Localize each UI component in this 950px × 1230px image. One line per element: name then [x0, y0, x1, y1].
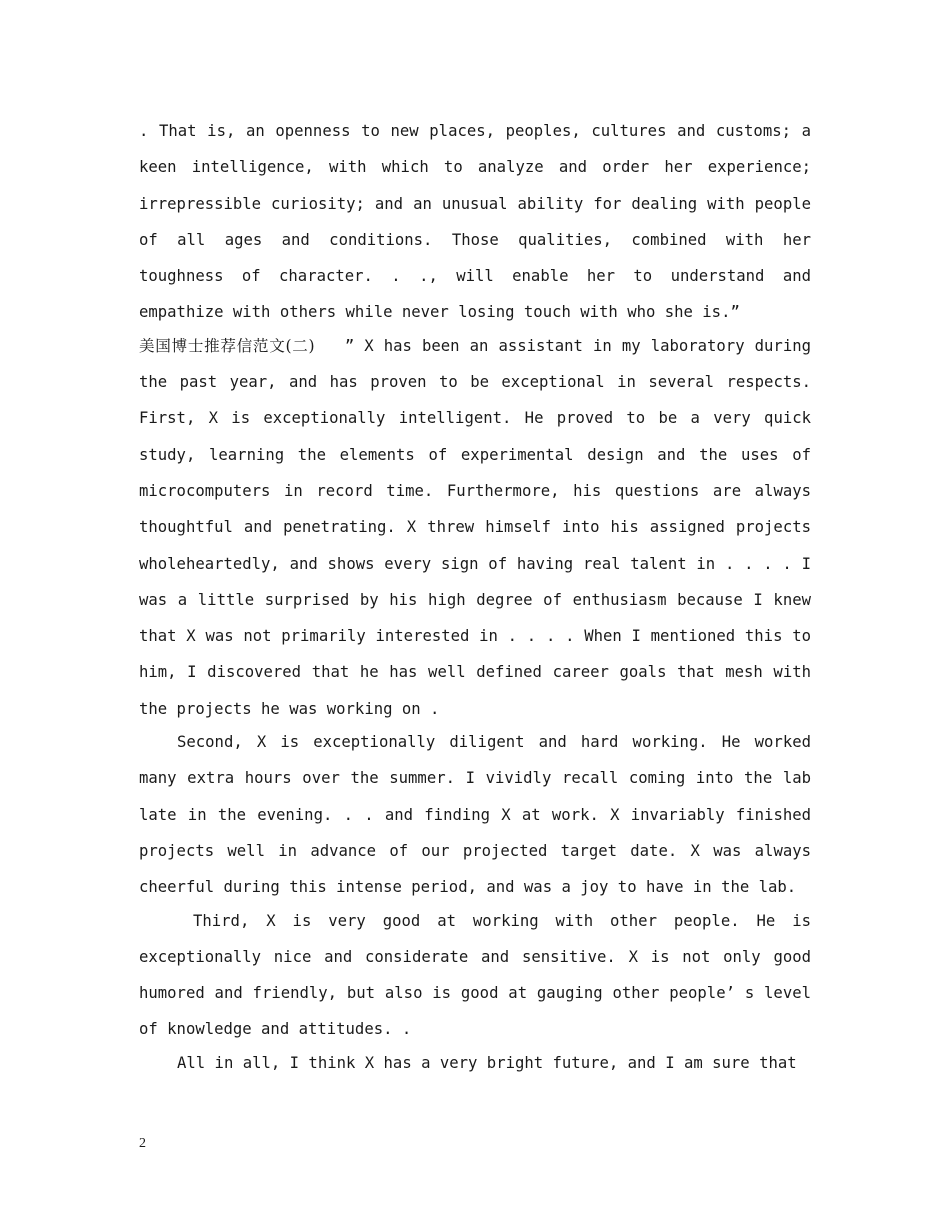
document-body [139, 113, 821, 1081]
paragraph-text: Second, X is exceptionally diligent and hard working. He worked many extra hours over the summer. I vividly recall coming into the lab late in the evening. . . and finding X at work. X invariably finished projects well in advance of our projected target date. X was always cheerful during this intense period, and was a joy to have in the lab. [139, 733, 811, 897]
paragraph-recommendation-two [139, 328, 821, 727]
paragraph-diligence [139, 724, 811, 905]
paragraph-text: Third, X is very good at working with other people. He is exceptionally nice and considerate and sensitive. X is not only good humored and friendly, but also is good at gauging other people’ s level of knowledge and attitudes. . [139, 911, 811, 1039]
section-heading: 美国博士推荐信范文(二) [139, 336, 315, 355]
paragraph-conclusion [139, 1045, 811, 1081]
page-number: 2 [139, 1136, 146, 1151]
paragraph-people-skills [139, 903, 811, 1048]
paragraph-openness [139, 113, 811, 331]
paragraph-text: ” X has been an assistant in my laboratory during the past year, and has proven to be exceptional in several respects. First, X is exceptionally intelligent. He proved to be a very quick study, learning the elements of experimental design and the uses of microcomputers in record time. Furthermore, his questions are always thoughtful and penetrating. X threw himself into his assigned projects wholeheartedly, and shows every sign of having real talent in . . . . I was a little surprised by his high degree of enthusiasm because I knew that X was not primarily interested in . . . . When I mentioned this to him, I discovered that he has well defined career goals that mesh with the projects he was working on . [139, 336, 821, 718]
paragraph-text: All in all, I think X has a very bright future, and I am sure that [177, 1053, 797, 1072]
paragraph-text: . That is, an openness to new places, peoples, cultures and customs; a keen intelligence, with which to analyze and order her experience; irrepressible curiosity; and an unusual ability for dealing with people of all ages and conditions. Those qualities, combined with her toughness of character. . ., will enable her to understand and empathize with others while never losing touch with who she is.” [139, 122, 811, 322]
